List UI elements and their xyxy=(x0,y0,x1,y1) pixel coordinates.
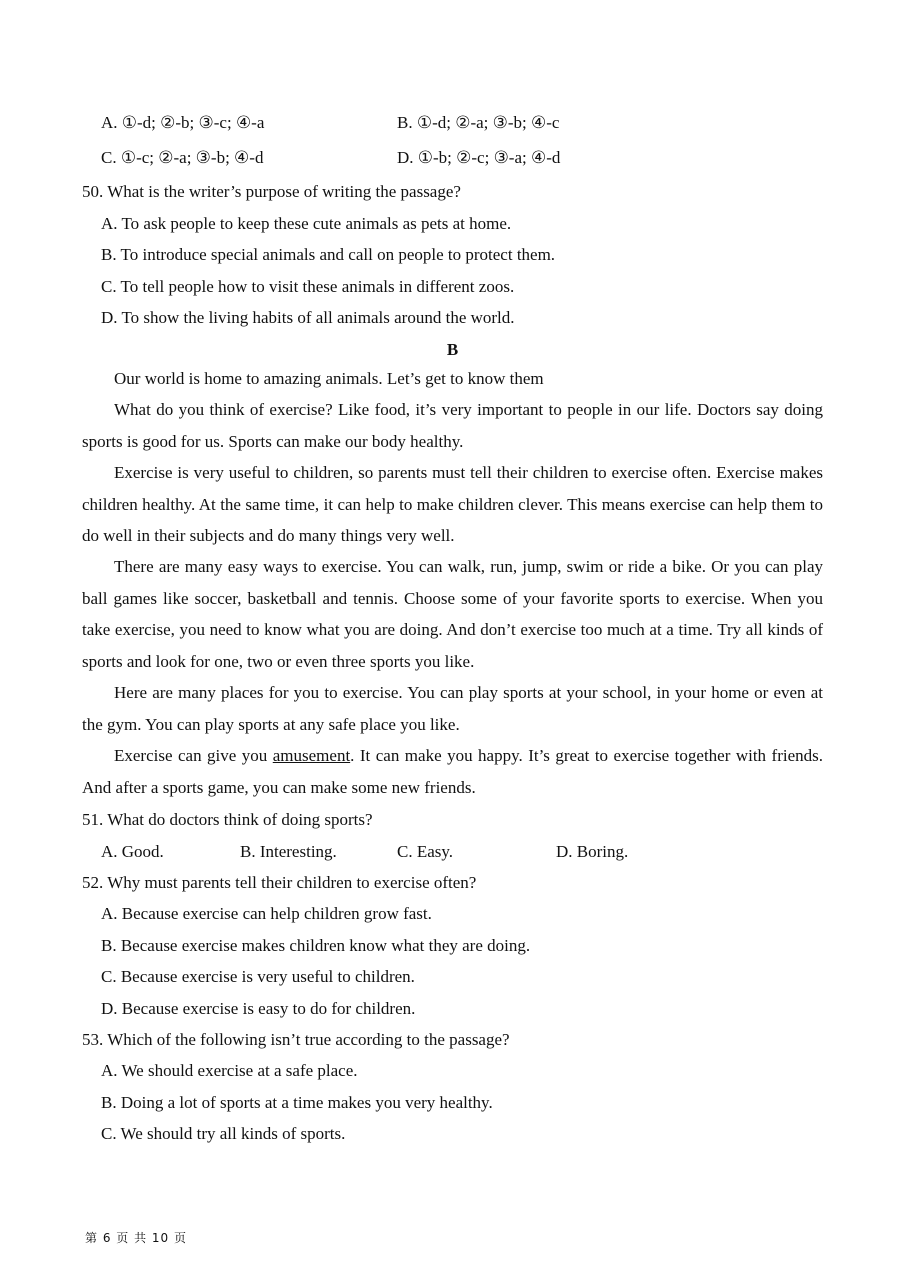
page-number-footer: 第 6 页 共 10 页 xyxy=(85,1231,187,1245)
q50-option-a: A. To ask people to keep these cute animals as pets at home. xyxy=(101,214,512,233)
q52-option-d: D. Because exercise is easy to do for children. xyxy=(101,999,416,1018)
passage-intro: Our world is home to amazing animals. Let’s get to know them xyxy=(114,369,544,388)
q53-option-a: A. We should exercise at a safe place. xyxy=(101,1061,358,1080)
q52-option-a: A. Because exercise can help children grow fast. xyxy=(101,904,432,923)
q51-question: 51. What do doctors think of doing sports? xyxy=(82,810,373,829)
q53-question: 53. Which of the following isn’t true according to the passage? xyxy=(82,1030,510,1049)
q50-option-d: D. To show the living habits of all animals around the world. xyxy=(101,308,515,327)
q49-option-a: A. ①-d; ②-b; ③-c; ④-a xyxy=(101,113,265,132)
q52-option-c: C. Because exercise is very useful to children. xyxy=(101,967,415,986)
passage-paragraph-4: Here are many places for you to exercise. You can play sports at your school, in your home or even at the gym. You can play sports at any safe place you like. xyxy=(82,683,823,734)
q52-option-b: B. Because exercise makes children know what they are doing. xyxy=(101,936,531,955)
section-title: B xyxy=(446,340,459,359)
q53-option-c: C. We should try all kinds of sports. xyxy=(101,1124,346,1143)
q50-option-b: B. To introduce special animals and call on people to protect them. xyxy=(101,245,556,264)
passage-paragraph-3: There are many easy ways to exercise. You can walk, run, jump, swim or ride a bike. Or you can play ball games like soccer, basketball and tennis. Choose some of your favorite sports to exercise. When you take exercise, you need to know what you are doing. And don’t exercise too much at a time. Try all kinds of sports and look for one, two or even three sports you like. xyxy=(82,557,823,671)
passage-paragraph-5: Exercise can give you amusement. It can make you happy. It’s great to exercise together with friends. And after a sports game, you can make some new friends. xyxy=(82,746,823,797)
q52-question: 52. Why must parents tell their children to exercise often? xyxy=(82,873,477,892)
q49-option-d: D. ①-b; ②-c; ③-a; ④-d xyxy=(397,148,561,167)
underlined-word: amusement xyxy=(272,746,351,765)
q50-option-c: C. To tell people how to visit these animals in different zoos. xyxy=(101,277,515,296)
passage-paragraph-2: Exercise is very useful to children, so parents must tell their children to exercise often. Exercise makes children healthy. At the same time, it can help to make children clever. This means exercise can help them to do well in their subjects and do many things very well. xyxy=(82,463,823,545)
q49-option-c: C. ①-c; ②-a; ③-b; ④-d xyxy=(101,148,264,167)
q50-question: 50. What is the writer’s purpose of writing the passage? xyxy=(82,182,461,201)
q49-option-b: B. ①-d; ②-a; ③-b; ④-c xyxy=(397,113,560,132)
q53-option-b: B. Doing a lot of sports at a time makes you very healthy. xyxy=(101,1093,493,1112)
q51-option-b: B. Interesting. xyxy=(240,842,337,861)
q51-option-c: C. Easy. xyxy=(397,842,454,861)
passage-paragraph-1: What do you think of exercise? Like food, it’s very important to people in our life. Doctors say doing sports is good for us. Sports can make our body healthy. xyxy=(82,400,823,451)
q51-option-d: D. Boring. xyxy=(556,842,629,861)
q51-option-a: A. Good. xyxy=(101,842,164,861)
